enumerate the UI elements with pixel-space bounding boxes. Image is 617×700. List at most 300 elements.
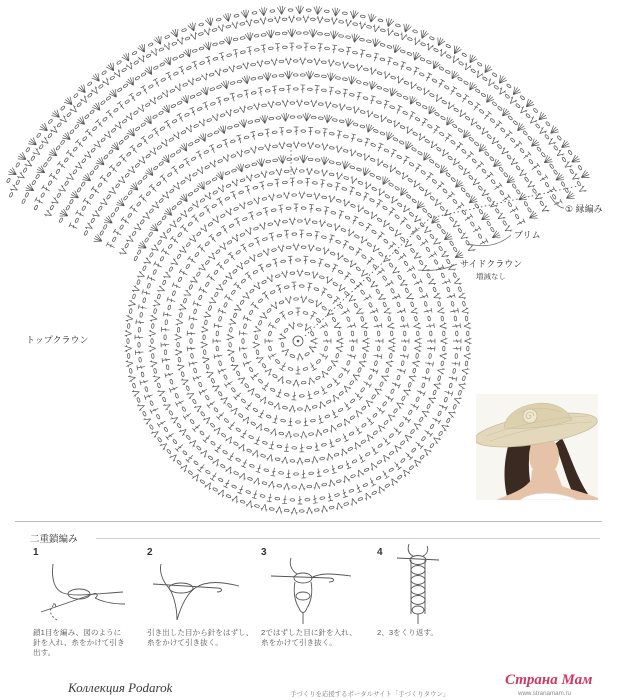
crown-stitch-symbol [356, 192, 361, 196]
brim-stitch-symbol [87, 93, 92, 98]
crown-stitch-symbol [190, 419, 195, 424]
crown-stitch-symbol [126, 315, 134, 323]
brim-stitch-symbol [61, 131, 73, 143]
brim-stitch-symbol [40, 192, 44, 197]
brim-stitch-symbol [375, 158, 384, 167]
brim-stitch-symbol [137, 143, 142, 148]
crown-stitch-symbol [342, 401, 351, 410]
brim-stitch-symbol [181, 130, 186, 134]
crown-stitch-symbol [229, 224, 234, 228]
brim-stitch-symbol [141, 136, 150, 145]
brim-stitch-symbol [162, 215, 167, 220]
crown-stitch-symbol [331, 296, 340, 305]
crown-stitch-symbol [205, 470, 210, 475]
crown-stitch-symbol [274, 219, 282, 227]
brim-stitch-symbol [481, 168, 486, 173]
brim-stitch-symbol [196, 151, 204, 160]
brim-stitch-symbol [133, 110, 138, 115]
crown-stitch-symbol [296, 259, 301, 261]
crown-stitch-symbol [147, 275, 156, 283]
edging-stitch-symbol [27, 137, 39, 148]
brim-stitch-symbol [152, 128, 160, 137]
crown-stitch-symbol [203, 350, 206, 355]
brim-stitch-symbol [275, 44, 280, 52]
brim-stitch-symbol [535, 123, 540, 128]
edging-label: ① 縁編み [565, 204, 603, 214]
brim-stitch-symbol [248, 120, 253, 123]
crown-stitch-symbol [136, 319, 145, 325]
crown-stitch-symbol [151, 244, 161, 254]
crown-stitch-symbol [419, 417, 424, 422]
crown-stitch-symbol [391, 294, 400, 302]
brim-stitch-symbol [417, 151, 422, 156]
brim-stitch-symbol [465, 240, 469, 245]
brim-stitch-symbol [516, 165, 521, 170]
brim-stitch-symbol [150, 48, 159, 57]
brim-stitch-symbol [452, 199, 457, 204]
crown-stitch-symbol [267, 493, 273, 502]
brim-stitch-symbol [355, 92, 362, 101]
crown-stitch-symbol [277, 195, 282, 198]
brim-stitch-symbol [267, 101, 275, 109]
crown-stitch-symbol [341, 417, 350, 426]
crown-stitch-symbol [365, 452, 370, 457]
brim-stitch-symbol [126, 152, 131, 157]
brim-stitch-symbol [134, 60, 139, 64]
crown-stitch-symbol [385, 194, 390, 199]
crown-stitch-symbol [259, 395, 268, 404]
brim-stitch-symbol [167, 172, 172, 177]
crown-stitch-symbol [291, 507, 298, 514]
brim-stitch-symbol [184, 173, 194, 183]
brim-stitch-symbol [132, 231, 137, 236]
crown-stitch-symbol [329, 358, 338, 367]
brim-stitch-symbol [541, 205, 550, 214]
crown-stitch-symbol [243, 353, 247, 358]
crown-stitch-symbol [376, 289, 381, 294]
crown-stitch-symbol [320, 505, 328, 513]
brim-stitch-symbol [387, 45, 392, 49]
crown-stitch-symbol [301, 246, 306, 249]
crown-stitch-symbol [313, 482, 321, 490]
crown-stitch-symbol [226, 184, 231, 188]
crown-stitch-symbol [276, 285, 283, 294]
crown-stitch-symbol [190, 276, 199, 285]
brim-stitch-symbol [159, 198, 164, 203]
brim-stitch-symbol [179, 164, 184, 169]
crown-stitch-symbol [256, 212, 261, 216]
brim-stitch-symbol [140, 219, 145, 224]
brim-stitch-symbol [303, 32, 308, 35]
crown-stitch-symbol [179, 312, 182, 317]
brim-stitch-symbol [362, 153, 371, 162]
brim-stitch-symbol [296, 99, 303, 106]
brim-stitch-symbol [134, 256, 138, 261]
crown-stitch-symbol [426, 404, 430, 409]
brim-stitch-symbol [331, 45, 337, 54]
brim-stitch-symbol [384, 131, 395, 142]
crown-stitch-symbol [192, 423, 201, 432]
brim-stitch-symbol [369, 96, 376, 105]
crown-stitch-symbol [296, 421, 301, 423]
crown-stitch-symbol [374, 361, 378, 366]
brim-stitch-symbol [93, 234, 104, 245]
brim-stitch-symbol [294, 127, 299, 135]
brim-stitch-symbol [399, 32, 408, 41]
crown-stitch-symbol [389, 226, 394, 231]
crown-stitch-symbol [240, 429, 248, 438]
brim-stitch-symbol [9, 192, 13, 197]
crown-stitch-symbol [129, 368, 132, 373]
brim-stitch-symbol [194, 139, 199, 143]
brim-stitch-symbol [264, 143, 272, 151]
crown-stitch-symbol [253, 196, 261, 205]
brim-stitch-symbol [92, 210, 102, 219]
brim-stitch-symbol [546, 187, 555, 195]
brim-stitch-symbol [407, 111, 415, 120]
brim-stitch-symbol [499, 190, 504, 195]
brim-stitch-symbol [395, 105, 403, 114]
crown-stitch-symbol [172, 439, 177, 444]
crown-stitch-symbol [383, 302, 387, 307]
crown-stitch-symbol [233, 441, 238, 446]
crown-stitch-symbol [258, 409, 266, 418]
brim-stitch-symbol [449, 217, 454, 222]
crown-stitch-symbol [373, 386, 383, 395]
crown-stitch-symbol [277, 244, 285, 252]
brim-stitch-symbol [282, 32, 287, 35]
crown-stitch-symbol [316, 318, 321, 323]
brim-stitch-symbol [23, 167, 28, 172]
brim-stitch-symbol [25, 192, 29, 197]
crown-stitch-symbol [441, 338, 448, 345]
edging-stitch-symbol [418, 29, 429, 40]
brim-stitch-symbol [146, 191, 151, 196]
crown-stitch-symbol [412, 421, 422, 431]
crown-stitch-symbol [377, 218, 382, 223]
crown-stitch-symbol [128, 374, 136, 382]
brim-stitch-symbol [324, 101, 332, 109]
brim-stitch-symbol [494, 85, 499, 90]
crown-stitch-symbol [268, 481, 276, 489]
brim-stitch-symbol [225, 109, 234, 118]
brim-stitch-symbol [315, 145, 320, 148]
brim-stitch-symbol [74, 124, 79, 129]
crown-stitch-symbol [139, 357, 142, 362]
brim-stitch-symbol [476, 125, 481, 130]
center-dot [297, 340, 300, 343]
crown-stitch-symbol [368, 461, 377, 471]
brim-stitch-symbol [163, 42, 172, 51]
crown-stitch-symbol [183, 411, 192, 419]
crown-stitch-symbol [271, 248, 276, 252]
edging-stitch-symbol [559, 139, 571, 150]
crown-stitch-symbol [451, 301, 454, 306]
brim-stitch-symbol [321, 89, 326, 92]
crown-stitch-symbol [211, 378, 215, 383]
brim-stitch-symbol [244, 136, 249, 140]
brim-stitch-symbol [210, 87, 215, 91]
brim-stitch-symbol [376, 100, 381, 104]
brim-stitch-symbol [387, 119, 392, 123]
brim-stitch-symbol [282, 100, 289, 107]
edging-stitch-symbol [545, 121, 550, 126]
brim-stitch-symbol [69, 199, 74, 204]
step-2-number: 2 [147, 547, 153, 558]
brim-stitch-symbol [278, 142, 285, 150]
crown-stitch-symbol [300, 295, 308, 303]
crown-stitch-symbol [135, 335, 143, 340]
step-3-caption [261, 628, 357, 648]
brim-stitch-symbol [186, 66, 191, 70]
edging-stitch-symbol [492, 72, 497, 77]
crown-stitch-symbol [261, 280, 266, 284]
crown-stitch-symbol [185, 264, 190, 269]
edging-stitch-symbol [60, 106, 65, 111]
crown-stitch-symbol [245, 185, 252, 194]
crown-stitch-symbol [323, 207, 329, 216]
crown-stitch-symbol [416, 353, 419, 358]
crown-stitch-symbol [312, 181, 317, 184]
brim-stitch-symbol [145, 154, 150, 159]
brim-stitch-symbol [290, 102, 295, 105]
crown-stitch-symbol [161, 248, 170, 256]
brim-stitch-symbol [380, 43, 385, 47]
brim-stitch-symbol [90, 109, 95, 114]
brim-stitch-symbol [205, 165, 210, 169]
brim-stitch-symbol [137, 249, 141, 254]
brim-stitch-symbol [569, 169, 574, 174]
crown-stitch-symbol [231, 290, 236, 295]
brim-stitch-symbol [532, 188, 537, 193]
brim-stitch-symbol [407, 37, 412, 41]
crown-stitch-symbol [259, 182, 265, 191]
brim-stitch-symbol [475, 88, 480, 93]
crown-stitch-symbol [304, 218, 311, 226]
brim-stitch-symbol [499, 167, 504, 172]
brim-stitch-symbol [540, 201, 544, 206]
brim-stitch-symbol [350, 33, 359, 43]
brim-stitch-symbol [73, 146, 78, 151]
edging-stitch-symbol [496, 74, 507, 86]
crown-stitch-symbol [388, 316, 391, 321]
crown-stitch-symbol [254, 174, 259, 177]
crown-stitch-symbol [177, 342, 180, 347]
crown-stitch-symbol [292, 447, 297, 450]
crown-stitch-symbol [365, 433, 375, 443]
crown-stitch-symbol [166, 449, 171, 454]
edging-stitch-symbol [51, 109, 63, 121]
crown-stitch-symbol [432, 237, 442, 247]
brim-stitch-symbol [411, 147, 416, 152]
crown-stitch-symbol [363, 492, 372, 501]
crown-stitch-symbol [222, 450, 227, 455]
edging-stitch-symbol [296, 6, 304, 14]
crown-stitch-symbol [281, 456, 289, 464]
crown-stitch-symbol [355, 483, 362, 492]
crown-stitch-symbol [214, 323, 223, 329]
edging-stitch-symbol [101, 70, 106, 75]
crown-stitch-symbol [157, 285, 166, 294]
edging-stitch-symbol [181, 28, 186, 32]
crown-stitch-symbol [198, 263, 208, 273]
brim-stitch-symbol [293, 60, 298, 62]
crown-stitch-symbol [179, 246, 189, 256]
crown-stitch-symbol [162, 397, 166, 402]
brim-stitch-symbol [69, 129, 74, 134]
brim-stitch-symbol [223, 69, 228, 73]
crown-stitch-symbol [312, 405, 317, 409]
crown-stitch-symbol [335, 502, 343, 510]
brim-stitch-symbol [196, 77, 201, 81]
crown-stitch-symbol [208, 305, 212, 310]
crown-stitch-symbol [270, 388, 275, 392]
brim-row [119, 141, 476, 256]
crown-stitch-symbol [205, 260, 210, 265]
crown-stitch-symbol [297, 220, 302, 222]
brim-stitch-symbol [69, 223, 78, 231]
brim-stitch-symbol [95, 156, 107, 168]
brim-stitch-symbol [353, 123, 358, 127]
crown-stitch-symbol [428, 316, 431, 321]
brim-stitch-symbol [429, 159, 434, 164]
crown-stitch-symbol [189, 360, 198, 366]
brim-stitch-symbol [490, 227, 494, 232]
edging-stitch-symbol [205, 17, 215, 27]
brim-stitch-symbol [207, 133, 212, 137]
crown-stitch-symbol [294, 473, 299, 475]
brim-stitch-symbol [468, 101, 473, 106]
crown-stitch-symbol [140, 312, 143, 317]
crown-stitch-symbol [420, 455, 425, 460]
crown-stitch-symbol [177, 363, 185, 371]
crown-stitch-symbol [207, 274, 216, 283]
crown-stitch-symbol [189, 284, 193, 289]
crown-stitch-symbol [186, 242, 191, 247]
brim-stitch-symbol [343, 149, 348, 152]
crown-stitch-symbol [268, 223, 273, 226]
crown-stitch-symbol [249, 367, 254, 372]
step-3-illustration [261, 556, 361, 626]
crown-stitch-symbol [389, 468, 394, 473]
crown-stitch-symbol [218, 308, 227, 315]
brim-stitch-symbol [141, 122, 146, 127]
crown-stitch-symbol [339, 447, 348, 456]
edging-row [6, 6, 590, 184]
brim-stitch-symbol [98, 182, 103, 187]
brim-stitch-symbol [203, 28, 211, 37]
brim-stitch-symbol [94, 165, 99, 170]
brim-stitch-symbol [179, 66, 187, 75]
crown-stitch-symbol [342, 272, 351, 281]
crown-stitch-symbol [397, 375, 401, 380]
crown-stitch-symbol [266, 454, 274, 462]
crown-stitch-symbol [414, 345, 421, 352]
brim-stitch-symbol [308, 158, 313, 161]
brim-stitch-symbol [103, 154, 108, 159]
brim-stitch-symbol [526, 180, 536, 190]
crown-stitch-symbol [309, 472, 314, 475]
brim-stitch-symbol [76, 116, 88, 128]
brim-stitch-symbol [166, 72, 174, 81]
brim-stitch-symbol [306, 71, 314, 80]
crown-stitch-symbol [253, 227, 258, 231]
crown-stitch-symbol [127, 324, 130, 329]
crown-stitch-symbol [376, 476, 381, 481]
crown-stitch-symbol [330, 252, 335, 256]
brim-stitch-symbol [339, 49, 344, 52]
brim-stitch-symbol [285, 58, 292, 65]
brim-stitch-symbol [162, 104, 173, 115]
brim-stitch-symbol [127, 213, 132, 218]
brim-stitch-symbol [83, 198, 92, 206]
crown-stitch-symbol [321, 247, 330, 256]
brim-stitch-symbol [440, 116, 445, 121]
crown-stitch-symbol [362, 379, 371, 387]
brim-stitch-symbol [142, 175, 147, 180]
brim-stitch-symbol [254, 34, 259, 37]
crown-stitch-symbol [275, 168, 283, 176]
crown-stitch-symbol [143, 257, 152, 266]
brim-stitch-symbol [110, 212, 115, 217]
brim-stitch-symbol [219, 41, 224, 45]
edging-stitch-symbol [38, 122, 50, 134]
crown-stitch-symbol [157, 419, 166, 427]
crown-stitch-symbol [382, 206, 387, 211]
brim-stitch-symbol [502, 220, 506, 225]
brim-stitch-symbol [370, 173, 375, 177]
crown-stitch-symbol [415, 397, 419, 402]
crown-stitch-symbol [308, 361, 316, 370]
brim-stitch-symbol [296, 32, 301, 34]
crown-stitch-symbol [137, 279, 141, 284]
brim-stitch-symbol [217, 144, 222, 148]
crown-stitch-symbol [241, 279, 246, 284]
crown-stitch-symbol [352, 459, 357, 463]
brim-stitch-symbol [84, 114, 89, 119]
brim-stitch-symbol [407, 52, 412, 56]
crown-stitch-symbol [245, 227, 254, 236]
brim-stitch-symbol [371, 38, 381, 48]
brim-stitch-symbol [251, 91, 256, 94]
crown-stitch-symbol [178, 304, 187, 312]
crown-stitch-symbol [342, 474, 351, 483]
crown-stitch-symbol [194, 252, 199, 257]
brim-stitch-symbol [294, 158, 299, 160]
brim-stitch-symbol [338, 103, 346, 111]
brim-stitch-symbol [261, 33, 266, 36]
brim-stitch-symbol [16, 180, 20, 185]
brim-stitch-symbol [269, 117, 274, 120]
crown-stitch-symbol [420, 222, 425, 227]
crown-stitch-symbol [188, 207, 193, 212]
brim-stitch-symbol [349, 134, 356, 143]
crown-stitch-symbol [358, 497, 363, 501]
crown-stitch-symbol [302, 323, 312, 333]
crown-stitch-symbol [292, 392, 297, 400]
crown-stitch-symbol [193, 301, 202, 308]
crown-stitch-symbol [375, 405, 384, 414]
brim-stitch-symbol [382, 100, 389, 109]
crown-stitch-symbol [277, 375, 286, 384]
crown-stitch-symbol [308, 204, 314, 212]
brim-stitch-symbol [263, 72, 272, 81]
crown-stitch-symbol [132, 383, 136, 388]
brim-stitch-symbol [144, 65, 155, 76]
crown-stitch-symbol [175, 399, 184, 407]
crown-stitch-symbol [279, 311, 287, 320]
brim-stitch-symbol [353, 22, 358, 25]
